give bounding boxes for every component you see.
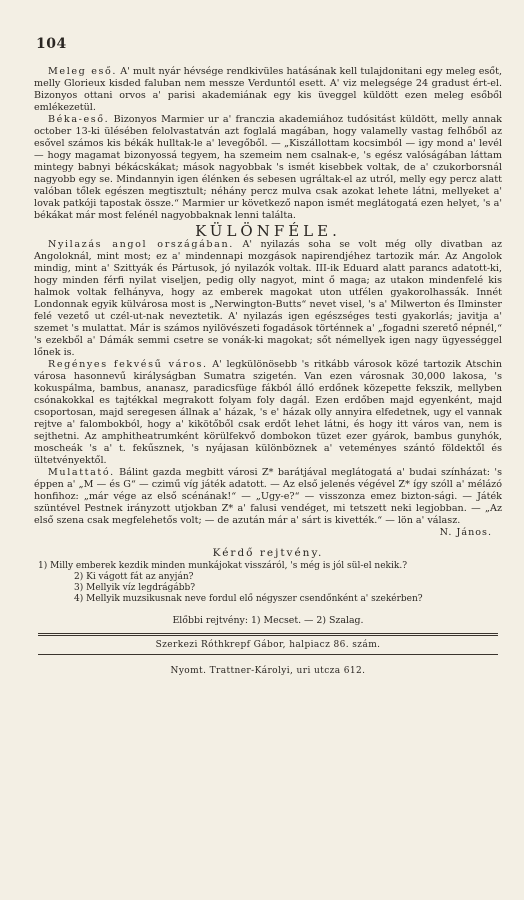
- article-section-1: [34, 66, 502, 222]
- paragraph-text: A' nyilazás soha se volt még olly divatban az Angoloknál, mint most; ez a' mindennapi mozgások napirendjéhez tartozik már. Az Angolok mindig, mint a' Szittyák és Pártusok, jó nyilazók voltak. III-ik Eduard alatt parancs adatott-ki, hogy minden férfi nyilat viseljen, pedig olly nagyot, mint ő maga; az utakon mindenfelé kis halmok voltak felhányva, hogy az emberek magokat uton utfélen gyakorolhassák. Innét Londonnak egyik külvárosa most is „Nerwington-Butts“ nevet visel, 's a' Milwerton és Ilminster felé vezető ut czél-ut-nak neveztetik. A' nyilazás igen egészséges testi gyakorlás; javitja a' szemet 's mulattat. Már is számos nyilövészeti fogadások történnek a' „fogadni szerető népnél,“ 's ezekből a' Dámák semmi csetre se vonák-ki magokat; sőt némellyek igen nagy ügyességgel lőnek is.: [34, 239, 502, 358]
- article-paragraph: [34, 114, 502, 222]
- paragraph-lead: Nyilazás angol országában.: [48, 239, 234, 250]
- article-paragraph: [34, 66, 502, 114]
- author-signature: N. János.: [439, 527, 492, 538]
- section-title: KÜLÖNFÉLE.: [195, 222, 341, 240]
- divider: [38, 654, 498, 655]
- riddle-item: 4) Mellyik muzsikusnak neve fordul elő négyszer csendőnként a' szekérben?: [74, 594, 423, 604]
- editor-line: Szerkezi Róthkrepf Gábor, halpiacz 86. szám.: [155, 640, 381, 650]
- paragraph-text: Bizonyos Marmier ur a' franczia akademiához tudósitást küldött, melly annak october 13-ki ülésében felolvastatván azt foglalá magában, hogy valamelly vastag felhőből az esővel számos kis békák hulltak-le a' levegőből. — „Kiszállottam kocsimból — igy mond a' levél — hogy magamat bizonyossá tegyem, ha szemeim nem csalnak-e, 's egész valóságában láttam mintegy babnyi békácskákat; mások nagyobbak 's ismét kisebbek voltak, de a' czukorborsnál nagyobb egy se. Mindannyin igen élénken és sebesen ugráltak-el az utról, melly egy percz alatt valóban tőlek egészen megtisztult; néhány percz mulva csak azokat lehete látni, mellyeket a' lovak patkóji tapostak össze.“ Marmier ur következő napon ismét meglátogatá ezen helyet, 's a' békákat már most felénél nagyobbaknak lenni találta.: [34, 114, 502, 221]
- article-paragraph: [34, 239, 502, 359]
- printer-line: Nyomt. Trattner-Károlyi, uri utcza 612.: [170, 666, 366, 676]
- paragraph-text: Bálint gazda megbitt városi Z* barátjával meglátogatá a' budai színházat: 's éppen a' „M — és G“ — czimű víg játék adatott. — Az első jelenés végével Z* így szóll a' mélázó honfihoz: „már vége az első scénának!“ — „Ugy-e?“ — visszonza emez bizton-sági. — Játék szüntével Pestnek irányzott utjokban Z* a' falusi vendéget, mi tetszett neki legjobban. — „Az első szena csak megfelehetős volt; — de azután már a' sárt is kivették.“ — lön a' válasz.: [34, 467, 502, 526]
- article-paragraph: [34, 467, 502, 527]
- page-number: 104: [36, 36, 67, 52]
- riddles-list: [34, 561, 502, 605]
- paragraph-lead: Béka-eső.: [48, 114, 110, 125]
- page-content: [34, 66, 502, 677]
- paragraph-text: A' mult nyár hévsége rendkivüles hatásának kell tulajdonitani egy meleg esőt, melly Glorieux kisded faluban nem messze Verduntól esett. A' viz melegsége 24 gradust ért-el. Bizonyos ottani orvos a' parisi akademiának egy kis üveggel küldött ezen meleg esőből emlékezetül.: [34, 66, 502, 113]
- riddle-item: 1) Milly emberek kezdik minden munkájokat visszáról, 's még is jól sül-el nekik.?: [38, 561, 408, 571]
- paragraph-lead: Mulattató.: [48, 467, 115, 478]
- riddle-item: 3) Mellyik víz legdrágább?: [74, 583, 196, 593]
- paragraph-lead: Meleg eső.: [48, 66, 118, 77]
- previous-solution: Előbbi rejtvény: 1) Mecset. — 2) Szalag.: [172, 615, 364, 626]
- paragraph-text: A' legkülönösebb 's ritkább városok közé tartozik Atschin városa hasonnevű királyságban Sumatra szigetén. Van ezen városnak 30,000 lakosa, 's kokuspálma, bambus, ananasz, paradicsfüge fákból álló erdőnek közepette fekszik, mellyben csónakokkal es tajtékkal megrakott folyam foly dagál. Ezen erdőben majd egyenként, majd csoportosan, majd seregesen állnak a' házak, 's e' házak olly annyira elfedetnek, ugy el vannak rejtve a' falombokból, hogy a' kikötőből csak erdőt lehet látni, és hogy itt város van, nem is sejthetni. Az amphitheatrumként körülfekvő dombokon tüzet ezer gyárok, bambus gunyhók, moscheák 's a' t. fekűsznek, 's nyájasan különböznek a' veteményes szántó földektől és ültetvényektől.: [34, 359, 502, 466]
- article-section-2: [34, 239, 502, 527]
- riddle-item: 2) Ki vágott fát az anyján?: [74, 572, 194, 582]
- article-paragraph: [34, 359, 502, 467]
- paragraph-lead: Regényes fekvésű város.: [48, 359, 208, 370]
- riddles-title: Kérdő rejtvény.: [212, 547, 324, 559]
- divider: [38, 633, 498, 636]
